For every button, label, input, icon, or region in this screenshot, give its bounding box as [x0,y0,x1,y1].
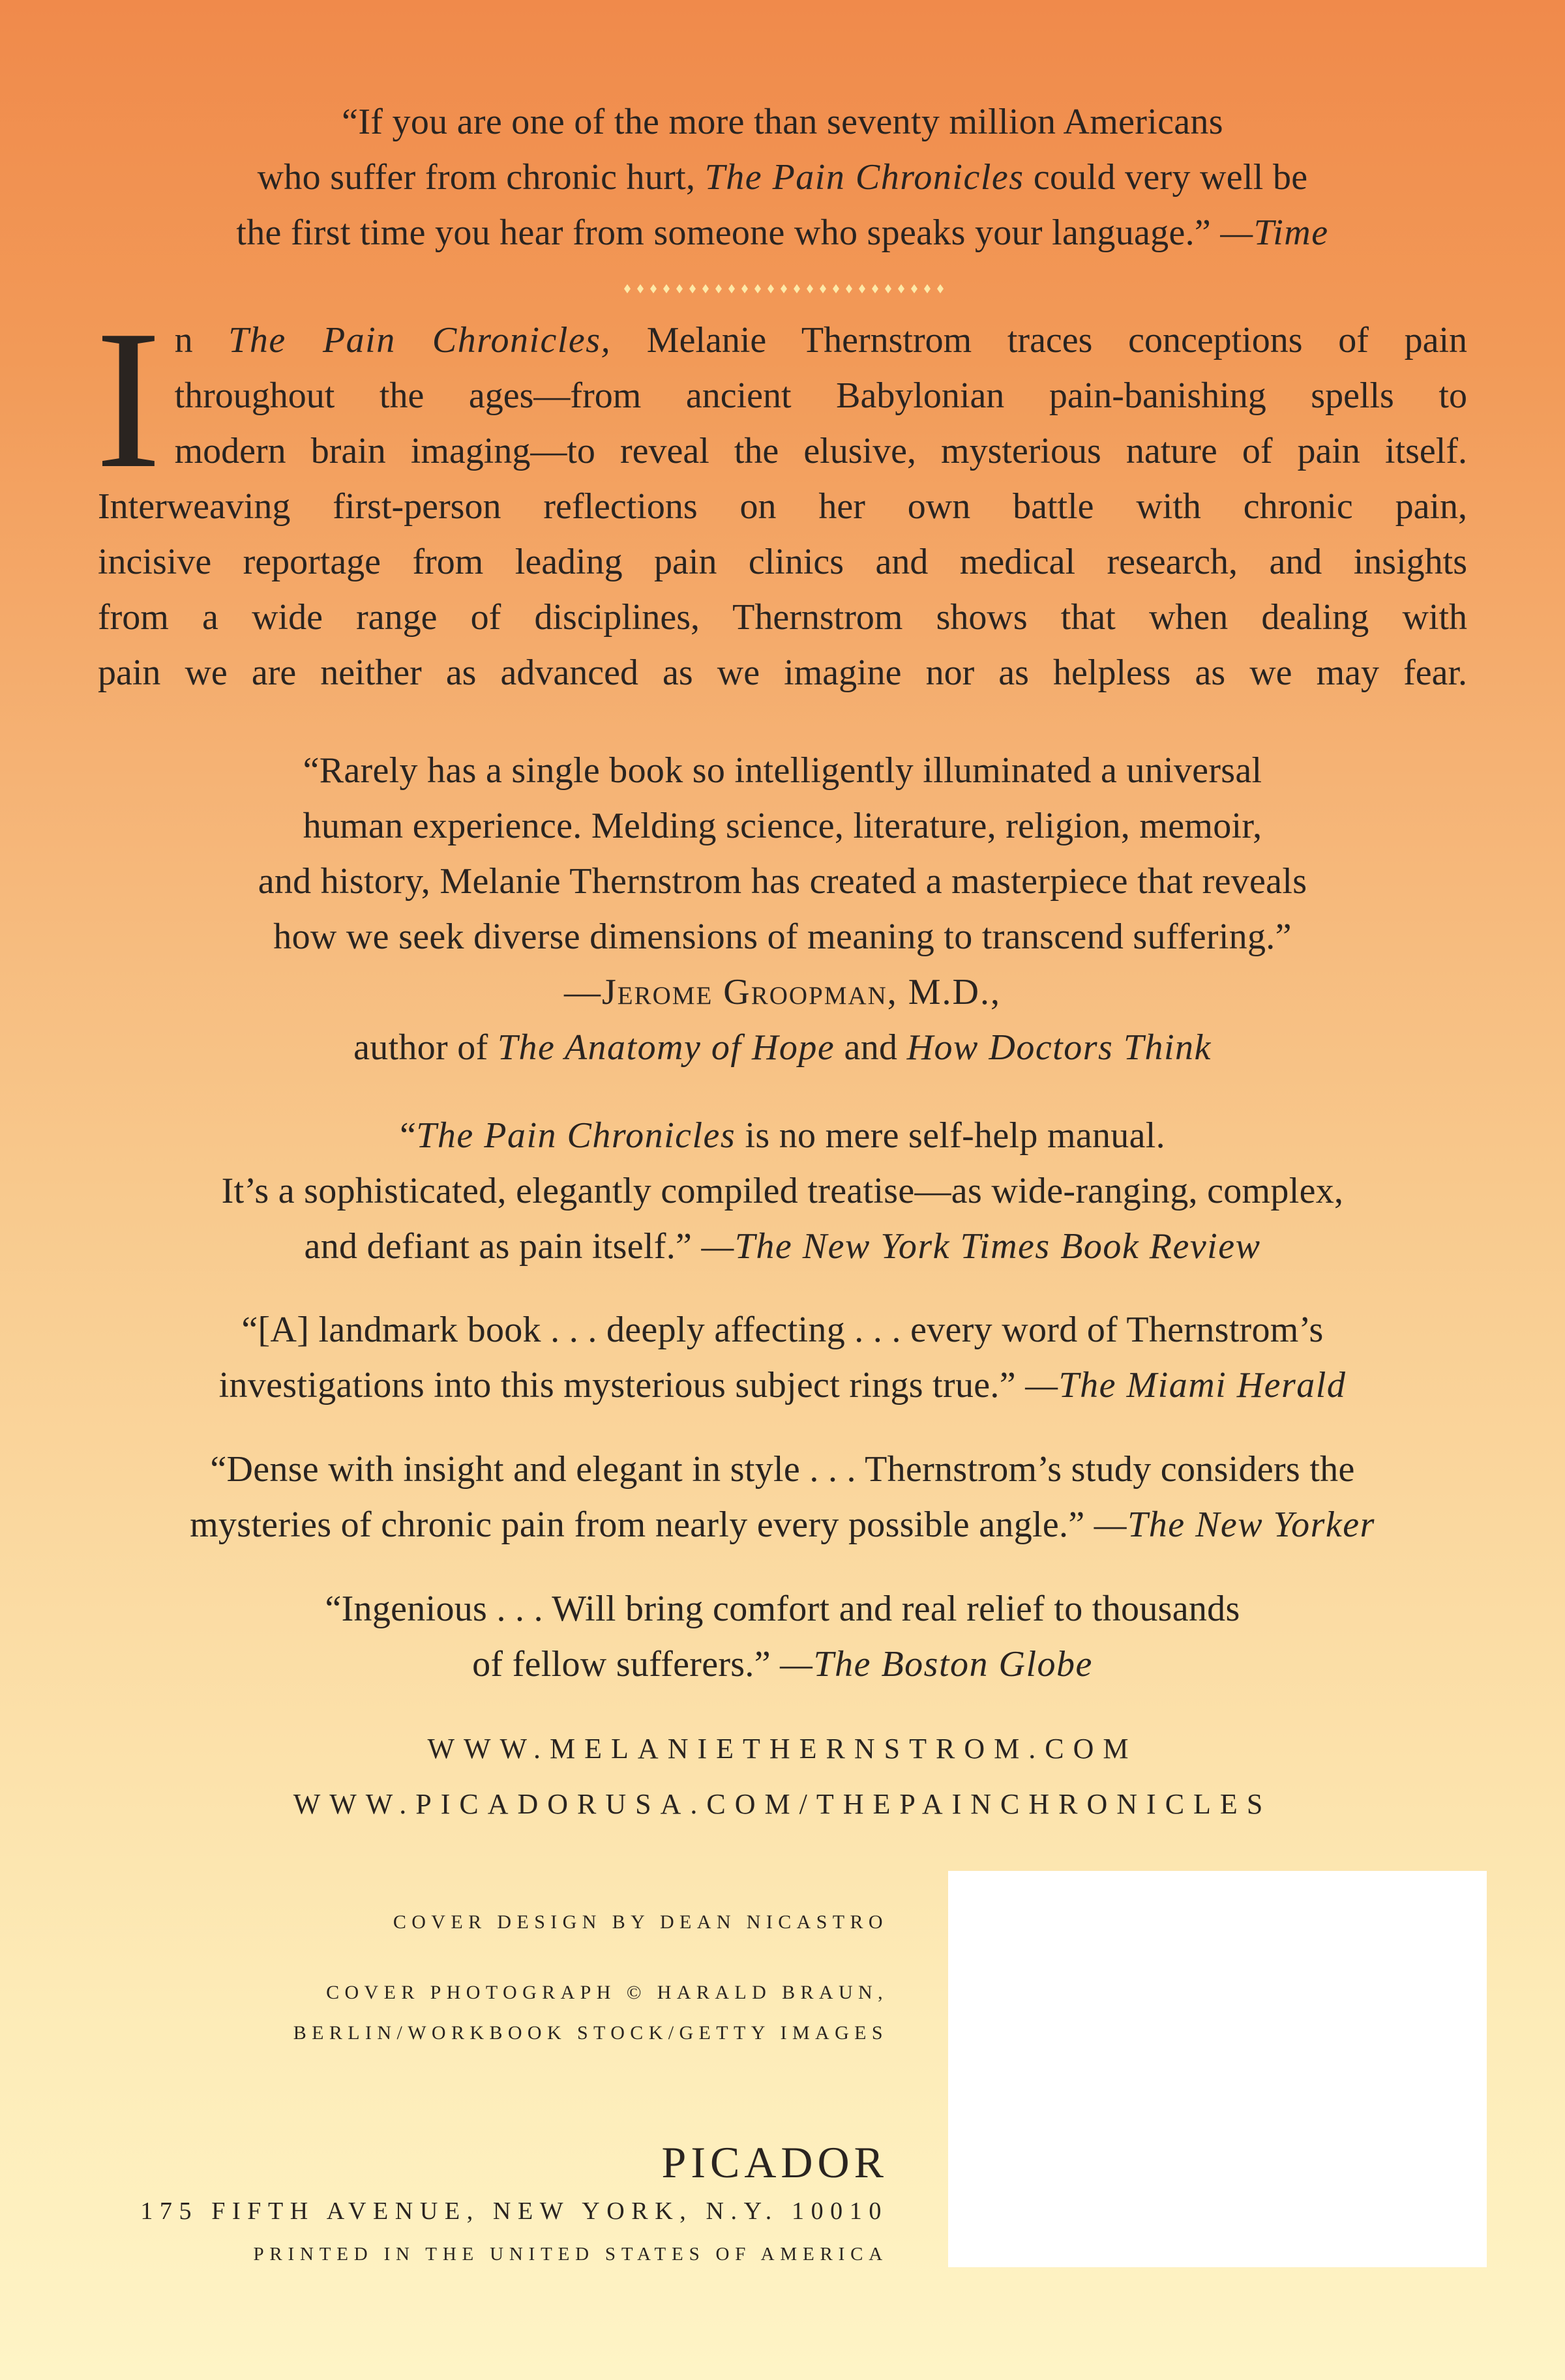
book-title: The Pain Chronicles [416,1115,736,1156]
globe-line-2: of fellow sufferers.” —The Boston Globe [472,1644,1093,1684]
cover-photo-credit-2: BERLIN/WORKBOOK STOCK/GETTY IMAGES [293,2022,888,2044]
description-line-4: Interweaving first-person reflections on her own battle with chronic pain, [98,486,1467,527]
newyorker-line-2: mysteries of chronic pain from nearly every possible angle.” —The New Yorker [190,1505,1375,1545]
groopman-line-4: how we seek diverse dimensions of meaning to transcend suffering.” [273,917,1292,957]
publisher-logo: PICADOR [661,2138,888,2187]
book-title: The Pain Chronicles [704,157,1024,198]
miami-herald-quote [98,1302,1467,1413]
book-title: The Pain Chronicles, [228,320,612,360]
cover-photo-credit-1: COVER PHOTOGRAPH © HARALD BRAUN, [326,1982,888,2003]
description-line-3: modern brain imaging—to reveal the elusive, mysterious nature of pain itself. [174,431,1467,471]
book-title: How Doctors Think [906,1027,1212,1068]
nyt-line-3: and defiant as pain itself.” —The New York Times Book Review [304,1226,1261,1267]
newyorker-line-1: “Dense with insight and elegant in style . . . Thernstrom’s study considers the [210,1449,1355,1490]
description-line-6: from a wide range of disciplines, Thernstrom shows that when dealing with [98,597,1467,638]
quote-source: —The New York Times Book Review [701,1226,1261,1267]
description-paragraph [95,289,1468,701]
time-quote-line-3: the first time you hear from someone who speaks your language.” —Time [236,213,1329,253]
description-line-2: throughout the ages—from ancient Babylonian pain-banishing spells to [174,375,1467,416]
groopman-attribution: —Jerome Groopman, M.D., [563,972,1001,1012]
drop-cap: I [95,289,162,509]
ornamental-divider [621,282,944,296]
miami-line-2: investigations into this mysterious subject rings true.” —The Miami Herald [218,1365,1347,1405]
publisher-website-link[interactable]: WWW.PICADORUSA.COM/THEPAINCHRONICLES [293,1788,1272,1820]
groopman-author-line: author of The Anatomy of Hope and How Doctors Think [353,1027,1212,1068]
time-quote-line-2: who suffer from chronic hurt, The Pain Chronicles could very well be [257,157,1308,198]
boston-globe-quote [98,1581,1467,1692]
barcode-placeholder [948,1871,1487,2267]
book-title: The Anatomy of Hope [497,1027,835,1068]
author-website-link[interactable]: WWW.MELANIETHERNSTROM.COM [427,1733,1138,1765]
miami-line-1: “[A] landmark book . . . deeply affecting . . . every word of Thernstrom’s [241,1310,1324,1350]
quote-source: —The Miami Herald [1025,1365,1347,1405]
nyt-quote [98,1108,1467,1274]
quote-source: —The New Yorker [1094,1505,1375,1545]
new-yorker-quote [98,1442,1467,1553]
groopman-line-1: “Rarely has a single book so intelligently illuminated a universal [303,750,1262,791]
website-links [98,1721,1467,1832]
globe-line-1: “Ingenious . . . Will bring comfort and real relief to thousands [325,1589,1240,1629]
groopman-quote [98,743,1467,1076]
groopman-line-2: human experience. Melding science, literature, religion, memoir, [303,806,1262,846]
description-line-5: incisive reportage from leading pain clinics and medical research, and insights [98,542,1467,582]
publisher-address: 175 FIFTH AVENUE, NEW YORK, N.Y. 10010 [140,2197,888,2225]
time-quote [98,95,1467,261]
printed-in-notice: PRINTED IN THE UNITED STATES OF AMERICA [253,2244,888,2265]
description-line-1: n The Pain Chronicles, Melanie Thernstrom traces conceptions of pain [174,320,1468,360]
nyt-line-2: It’s a sophisticated, elegantly compiled treatise—as wide-ranging, complex, [221,1171,1344,1211]
nyt-line-1: “The Pain Chronicles is no mere self-help manual. [400,1115,1165,1156]
time-quote-line-1: “If you are one of the more than seventy million Americans [342,102,1223,142]
description-line-7: pain we are neither as advanced as we imagine nor as helpless as we may fear. [98,653,1467,693]
quote-source: —The Boston Globe [780,1644,1093,1684]
cover-design-credit: COVER DESIGN BY DEAN NICASTRO [393,1911,888,1933]
quote-source: —Time [1220,213,1329,253]
groopman-line-3: and history, Melanie Thernstrom has created a masterpiece that reveals [258,861,1307,902]
